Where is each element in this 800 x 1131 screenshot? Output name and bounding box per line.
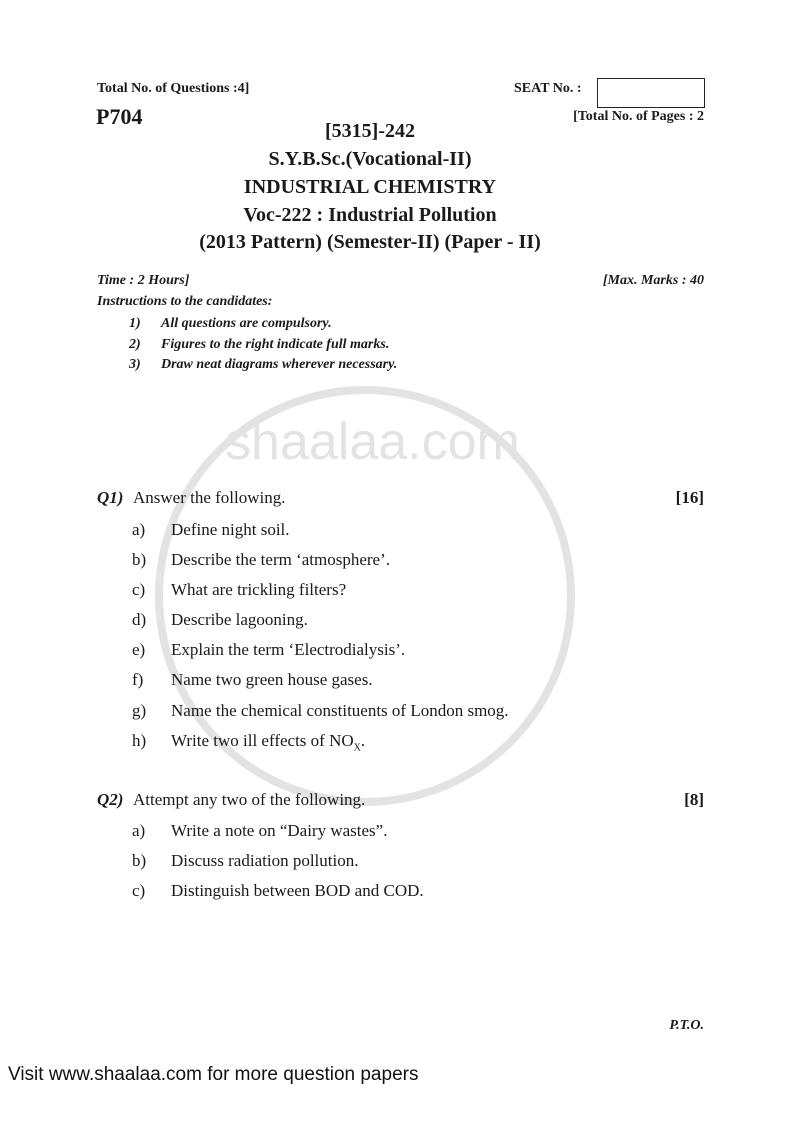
- question-title: Answer the following.: [133, 488, 286, 507]
- part-text: Distinguish between BOD and COD.: [171, 881, 424, 900]
- instruction-num: 3): [129, 357, 141, 372]
- part-text-nox: [171, 731, 365, 753]
- part-text: Name two green house gases.: [171, 670, 373, 689]
- part-label: a): [132, 821, 146, 840]
- seat-label: SEAT No. :: [514, 81, 582, 96]
- part-text: Name the chemical constituents of London smog.: [171, 701, 509, 720]
- instruction-text: Draw neat diagrams wherever necessary.: [161, 357, 398, 372]
- course: S.Y.B.Sc.(Vocational-II): [268, 148, 472, 170]
- question-marks: [8]: [684, 790, 704, 809]
- question-title: Attempt any two of the following.: [133, 790, 366, 809]
- exam-code: [5315]-242: [325, 120, 415, 142]
- part-label: a): [132, 520, 146, 539]
- paper-code: P704: [96, 104, 143, 129]
- question-number: Q2): [97, 790, 124, 809]
- subject: INDUSTRIAL CHEMISTRY: [243, 176, 497, 198]
- pto: P.T.O.: [669, 1018, 704, 1033]
- instructions-heading: Instructions to the candidates:: [97, 294, 273, 309]
- part-text: Explain the term ‘Electrodialysis’.: [171, 640, 406, 659]
- part-label: b): [132, 550, 147, 569]
- watermark-text: shaalaa.com: [225, 413, 520, 471]
- total-questions: Total No. of Questions :4]: [97, 81, 250, 96]
- part-text: Define night soil.: [171, 520, 290, 539]
- part-suffix: .: [360, 731, 366, 750]
- max-marks: [Max. Marks : 40: [602, 273, 704, 288]
- instruction-num: 1): [129, 316, 141, 331]
- time: Time : 2 Hours]: [97, 273, 190, 288]
- question-marks: [16]: [675, 488, 704, 507]
- instruction-text: Figures to the right indicate full marks.: [161, 337, 390, 352]
- seat-number-box: [597, 78, 705, 108]
- part-label: d): [132, 610, 147, 629]
- part-text: Write two ill effects of NO: [171, 731, 354, 750]
- part-label: b): [132, 851, 147, 870]
- part-label: h): [132, 731, 147, 750]
- instruction-num: 2): [129, 337, 141, 352]
- part-label: c): [132, 881, 146, 900]
- part-label: g): [132, 701, 147, 720]
- part-text: Describe lagooning.: [171, 610, 308, 629]
- part-text: Write a note on “Dairy wastes”.: [171, 821, 388, 840]
- pattern: (2013 Pattern) (Semester-II) (Paper - II): [199, 231, 541, 253]
- part-text: Describe the term ‘atmosphere’.: [171, 550, 391, 569]
- part-label: f): [132, 670, 144, 689]
- part-label: c): [132, 580, 146, 599]
- subscript: X: [353, 742, 361, 754]
- part-label: e): [132, 640, 146, 659]
- footer-link[interactable]: Visit www.shaalaa.com for more question papers: [8, 1064, 419, 1085]
- question-number: Q1): [97, 488, 124, 507]
- part-text: Discuss radiation pollution.: [171, 851, 359, 870]
- paper-title: Voc-222 : Industrial Pollution: [243, 204, 497, 226]
- total-pages: [Total No. of Pages : 2: [573, 109, 704, 124]
- part-text: What are trickling filters?: [171, 580, 347, 599]
- instruction-text: All questions are compulsory.: [161, 316, 332, 331]
